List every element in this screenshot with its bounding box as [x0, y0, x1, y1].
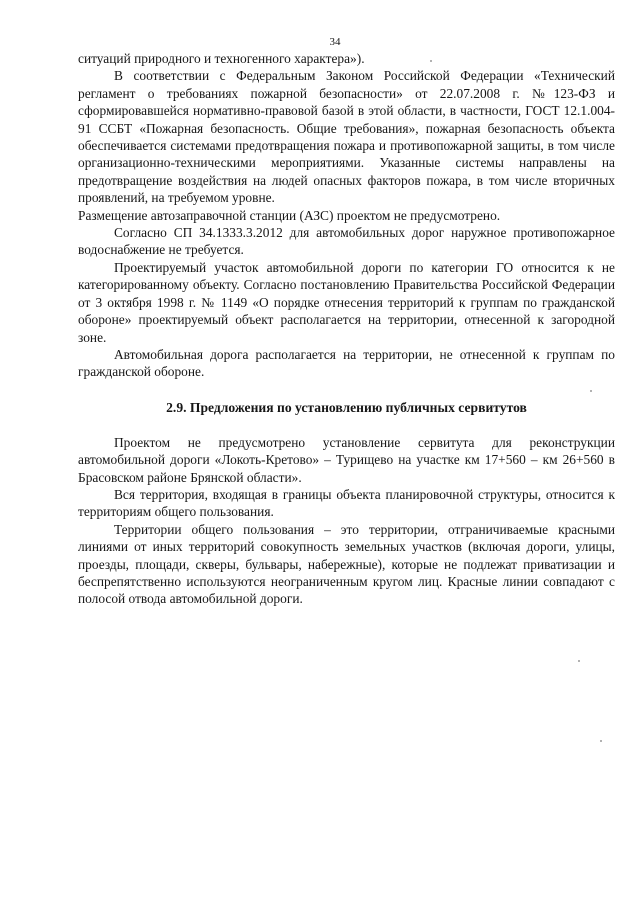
paragraph-servitude: Проектом не предусмотрено установление сервитута для реконструкции автомобильной дороги «Локоть-Кретово» – Турищево на участке км 17+560 – км 26+560 в Брасовском районе Брянской области». — [78, 434, 615, 485]
scan-speck — [430, 60, 432, 62]
paragraph-whole-territory: Вся территория, входящая в границы объекта планировочной структуры, относится к территориям общего пользования. — [78, 486, 615, 520]
paragraph-sp-water: Согласно СП 34.1333.3.2012 для автомобильных дорог наружное противопожарное водоснабжение не требуется. — [78, 225, 615, 258]
scan-speck — [590, 390, 592, 392]
document-body — [78, 50, 615, 608]
scan-speck — [600, 740, 602, 742]
paragraph-public-territories: Территории общего пользования – это территории, отграничиваемые красными линиями от иных территорий совокупность земельных участков (включая дороги, улицы, проезды, площади, скверы, бульвары, набережные), которые не подлежат приватизации и беспрепятственно используются неограниченным кругом лиц. Красные линии совпадают с полосой отвода автомобильной дороги. — [78, 521, 615, 607]
paragraph-gas-station: Размещение автозаправочной станции (АЗС) проектом не предусмотрено. — [78, 207, 501, 223]
page-number: 34 — [329, 36, 341, 48]
paragraph-road-territory: Автомобильная дорога располагается на территории, не отнесенной к группам по гражданской обороне. — [78, 346, 615, 380]
section-title: 2.9. Предложения по установлению публичных сервитутов — [166, 399, 527, 415]
paragraph-federal-law: В соответствии с Федеральным Законом Российской Федерации «Технический регламент о требованиях пожарной безопасности» от 22.07.2008 г. №123-ФЗ и сформировавшейся нормативно-правовой базой в этой области, в частности, ГОСТ 12.1.004-91 ССБТ «Пожарная безопасность. Общие требования», пожарная безопасность объекта обеспечивается системами предотвращения пожара и противопожарной защиты, в том числе организационно-техническими мероприятиями. Указанные системы направлены на предотвращение воздействия на людей опасных факторов пожара, в том числе вторичных проявлений, на требуемом уровне. — [78, 68, 615, 206]
paragraph-continuation: ситуаций природного и техногенного характера»). — [78, 51, 365, 66]
scan-speck — [578, 660, 580, 662]
paragraph-civil-defense: Проектируемый участок автомобильной дороги по категории ГО относится к не категорированному объекту. Согласно постановлению Правительства Российской Федерации от 3 октября 1998 г. № 1149 «О порядке отнесения территорий к группам по гражданской обороне» проектируемый объект располагается на территории, отнесенной к загородной зоне. — [78, 259, 615, 345]
